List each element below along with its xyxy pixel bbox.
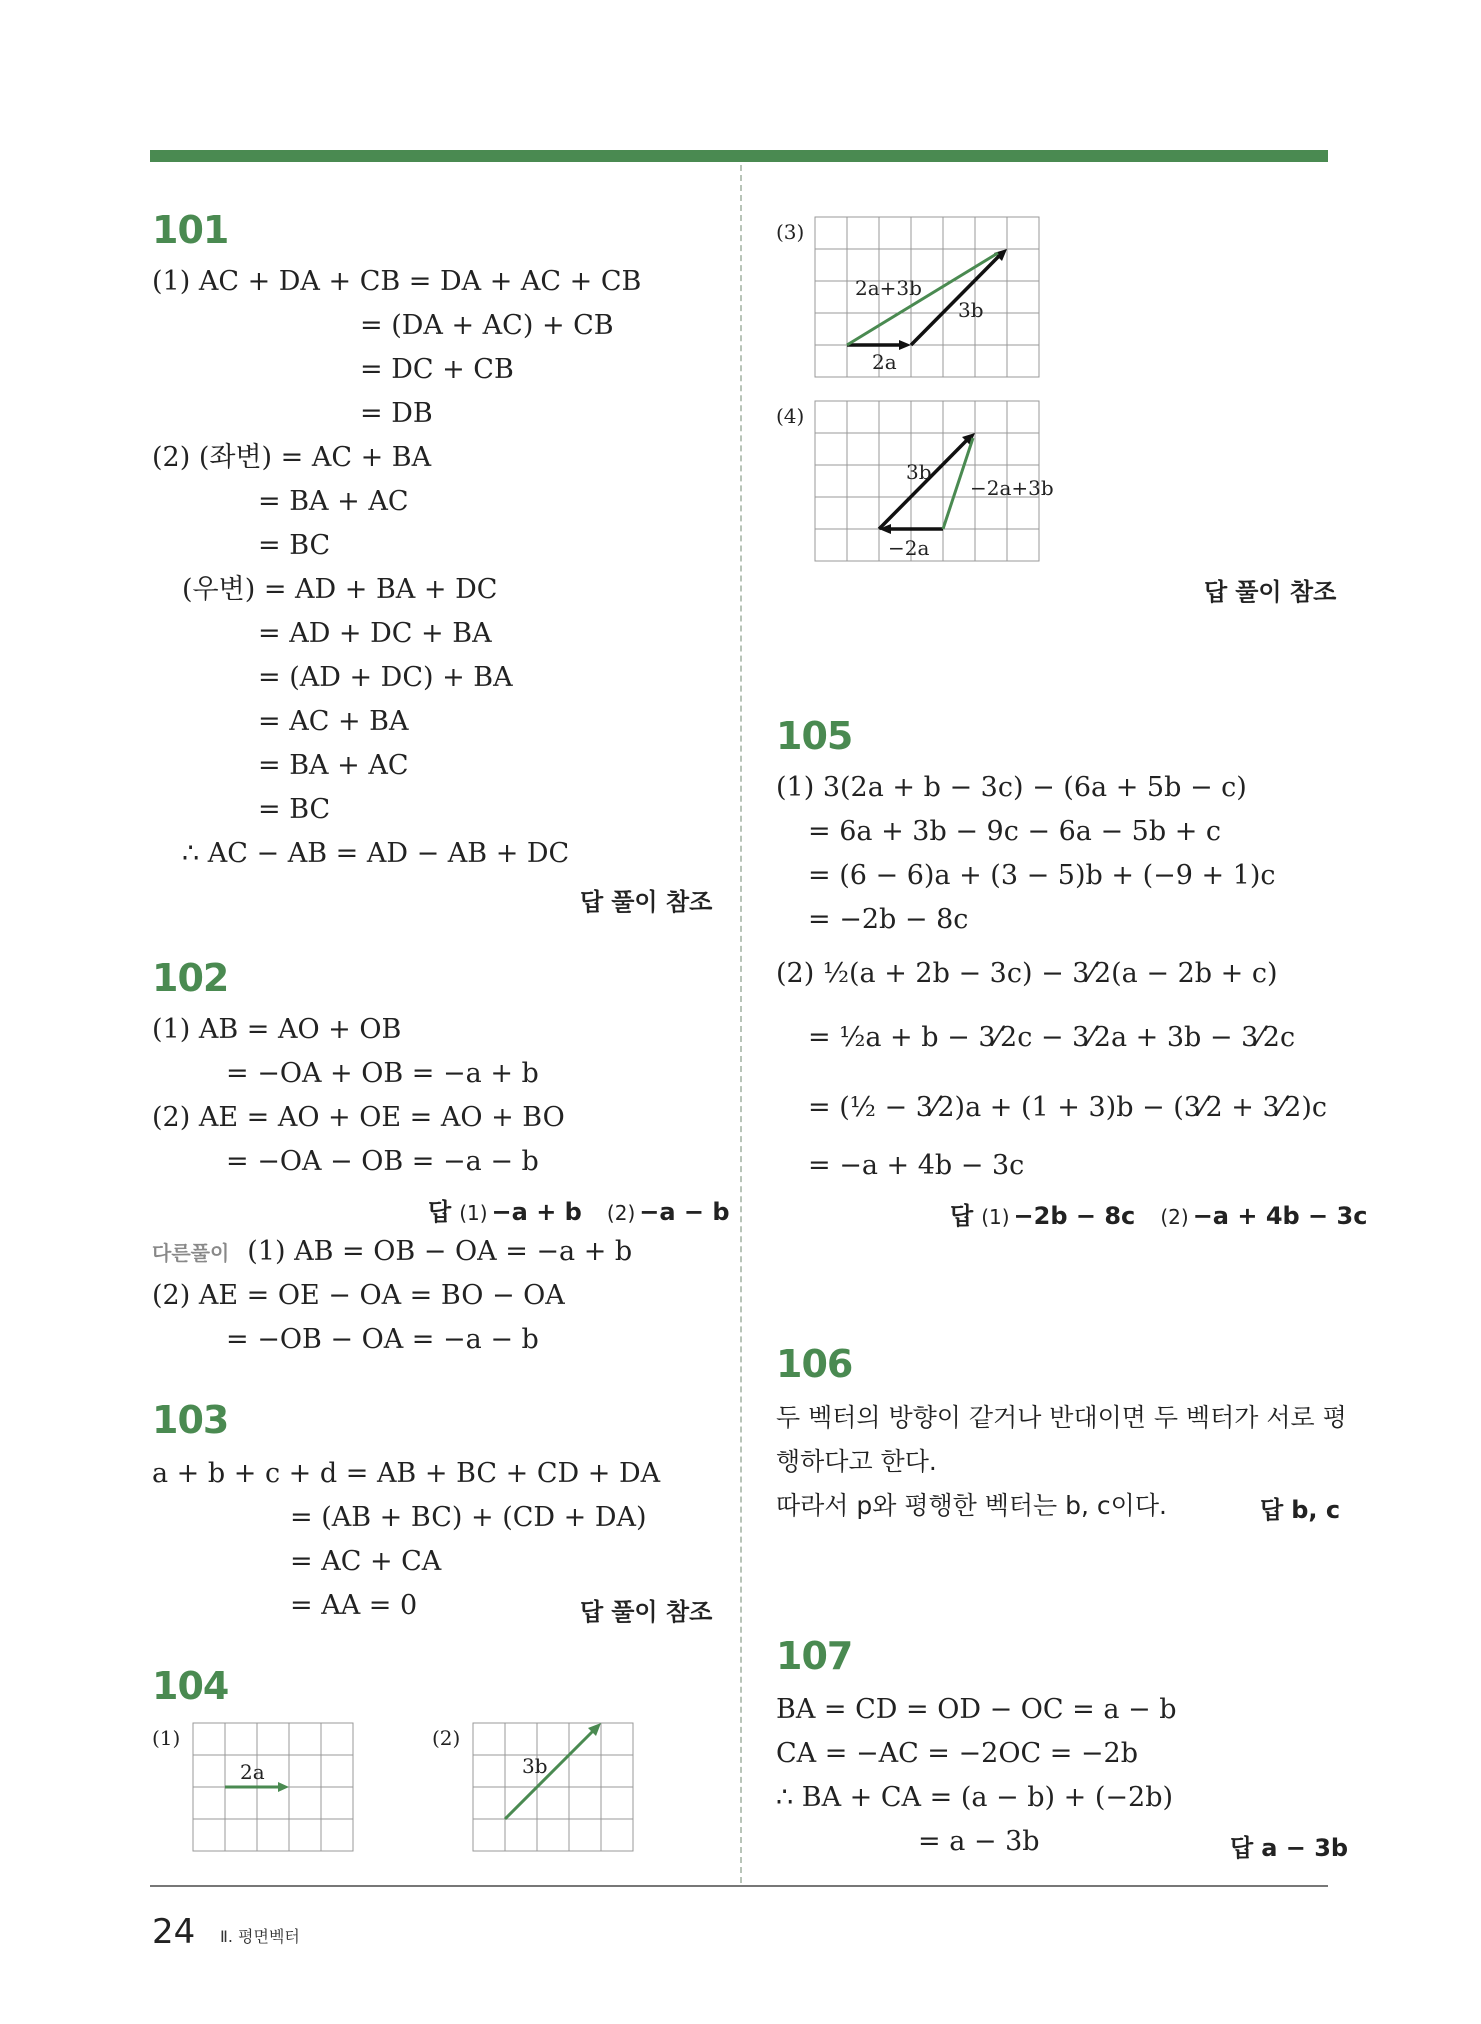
answer-tag: 답 [580, 888, 604, 916]
p102-line-3: (2) AE = AO + OE = AO + BO [152, 1102, 565, 1133]
arrowhead-icon [278, 1782, 289, 1792]
p104-graph2-label: (2) [432, 1726, 461, 1750]
p104-graph4-label-3b: 3b [906, 460, 932, 484]
p101-line-12: = BA + AC [258, 750, 409, 781]
p102-other-line-3: = −OB − OA = −a − b [226, 1324, 539, 1355]
p105-answer [950, 1196, 1367, 1231]
p102-line-1: (1) AB = AO + OB [152, 1014, 402, 1045]
p104-graph4-label-sum: −2a+3b [970, 476, 1054, 500]
p102-other-line-2: (2) AE = OE − OA = BO − OA [152, 1280, 565, 1311]
problem-104-number: 104 [152, 1664, 229, 1708]
column-divider [740, 165, 742, 1883]
p105-answer2: −a + 4b − 3c [1192, 1202, 1368, 1230]
answer-tag: 답 [580, 1598, 604, 1626]
p103-answer [580, 1592, 712, 1627]
p102-answer1: −a + b [491, 1198, 582, 1226]
problem-107-number: 107 [776, 1634, 853, 1678]
p105-answer1: −2b − 8c [1013, 1202, 1136, 1230]
p101-line-14: ∴ AC − AB = AD − AB + DC [182, 838, 570, 869]
p101-line-6: = BA + AC [258, 486, 409, 517]
p105-line-8: = −a + 4b − 3c [808, 1150, 1025, 1181]
p105-line-2: = 6a + 3b − 9c − 6a − 5b + c [808, 816, 1222, 847]
vector-3b-arrow [505, 1727, 597, 1819]
p107-line-1: BA = CD = OD − OC = a − b [776, 1694, 1177, 1725]
p104-graph1-vector-label: 2a [240, 1760, 265, 1784]
p102-answer2: −a − b [639, 1198, 730, 1226]
problem-101-number: 101 [152, 208, 229, 252]
p104-grid-3 [814, 216, 1042, 378]
p107-answer [1230, 1828, 1348, 1863]
p101-answer-text: 풀이 참조 [611, 888, 713, 916]
p106-answer-text: b, c [1291, 1496, 1341, 1524]
other-solution-label: 다른풀이 [152, 1241, 230, 1265]
p101-line-5: (2) (좌변) = AC + BA [152, 442, 432, 473]
p104-graph2-vector-label: 3b [522, 1754, 548, 1778]
p104-answer [1204, 572, 1336, 607]
p101-line-9: = AD + DC + BA [258, 618, 492, 649]
p106-line-3: 따라서 p와 평행한 벡터는 b, c이다. [776, 1491, 1167, 1520]
p104-graph4-label: (4) [776, 404, 805, 428]
p105-answer1-label: (1) [981, 1205, 1010, 1229]
p102-line-2: = −OA + OB = −a + b [226, 1058, 539, 1089]
p101-line-10: = (AD + DC) + BA [258, 662, 513, 693]
p102-other-line-1 [152, 1236, 632, 1269]
chapter-title: Ⅱ. 평면벡터 [220, 1927, 300, 1946]
p105-answer2-label: (2) [1160, 1205, 1189, 1229]
p105-line-1: (1) 3(2a + b − 3c) − (6a + 5b − c) [776, 772, 1247, 803]
page-number: 24 [152, 1912, 196, 1952]
p104-grid-1 [192, 1722, 354, 1852]
footer-rule [150, 1885, 1328, 1887]
vector-neg-2a-plus-3b-arrow [943, 438, 973, 529]
p103-line-2: = (AB + BC) + (CD + DA) [290, 1502, 647, 1533]
problem-105-number: 105 [776, 714, 853, 758]
problem-103-number: 103 [152, 1398, 229, 1442]
p103-line-4: = AA = 0 [290, 1590, 418, 1621]
p101-line-3: = DC + CB [360, 354, 514, 385]
p101-answer [580, 882, 712, 917]
p104-graph3-label: (3) [776, 220, 805, 244]
p102-answer2-label: (2) [606, 1201, 636, 1225]
answer-tag: 답 [1204, 578, 1228, 606]
p103-line-3: = AC + CA [290, 1546, 442, 1577]
p105-line-3: = (6 − 6)a + (3 − 5)b + (−9 + 1)c [808, 860, 1276, 891]
answer-tag: 답 [950, 1202, 974, 1230]
p101-line-4: = DB [360, 398, 433, 429]
p101-line-8: (우변) = AD + BA + DC [182, 574, 498, 605]
p102-answer1-label: (1) [459, 1201, 488, 1225]
problem-106-number: 106 [776, 1342, 853, 1386]
p101-line-1: (1) AC + DA + CB = DA + AC + CB [152, 266, 642, 297]
p102-answer [428, 1192, 730, 1227]
p102-line-4: = −OA − OB = −a − b [226, 1146, 539, 1177]
p103-answer-text: 풀이 참조 [611, 1598, 713, 1626]
p106-line-2: 행하다고 한다. [776, 1447, 937, 1476]
p101-line-11: = AC + BA [258, 706, 409, 737]
answer-tag: 답 [1260, 1496, 1284, 1524]
p104-graph3-label-sum: 2a+3b [855, 276, 922, 300]
answer-tag: 답 [1230, 1834, 1254, 1862]
p107-line-2: CA = −AC = −2OC = −2b [776, 1738, 1138, 1769]
p104-answer-text: 풀이 참조 [1235, 578, 1337, 606]
p105-line-7: = (½ − 3⁄2)a + (1 + 3)b − (3⁄2 + 3⁄2)c [808, 1092, 1327, 1123]
p101-line-2: = (DA + AC) + CB [360, 310, 614, 341]
p102-other-eq-1: (1) AB = OB − OA = −a + b [247, 1236, 633, 1267]
p104-graph4-label-neg2a: −2a [888, 536, 930, 560]
p104-grid-2 [472, 1722, 634, 1852]
p105-line-5: (2) ½(a + 2b − 3c) − 3⁄2(a − 2b + c) [776, 958, 1278, 989]
p107-answer-text: a − 3b [1261, 1834, 1349, 1862]
p101-line-7: = BC [258, 530, 331, 561]
p107-line-4: = a − 3b [918, 1826, 1040, 1857]
p105-line-6: = ½a + b − 3⁄2c − 3⁄2a + 3b − 3⁄2c [808, 1022, 1296, 1053]
p106-answer [1260, 1490, 1340, 1525]
p103-line-1: a + b + c + d = AB + BC + CD + DA [152, 1458, 661, 1489]
problem-102-number: 102 [152, 956, 229, 1000]
p107-line-3: ∴ BA + CA = (a − b) + (−2b) [776, 1782, 1174, 1813]
top-green-bar [150, 150, 1328, 162]
p106-line-1: 두 벡터의 방향이 같거나 반대이면 두 벡터가 서로 평 [776, 1403, 1347, 1432]
p104-graph3-label-3b: 3b [958, 298, 984, 322]
p105-line-4: = −2b − 8c [808, 904, 969, 935]
answer-tag: 답 [428, 1198, 452, 1226]
p101-line-13: = BC [258, 794, 331, 825]
arrowhead-icon [899, 340, 911, 350]
p104-graph3-label-2a: 2a [872, 350, 897, 374]
p104-graph1-label: (1) [152, 1726, 181, 1750]
